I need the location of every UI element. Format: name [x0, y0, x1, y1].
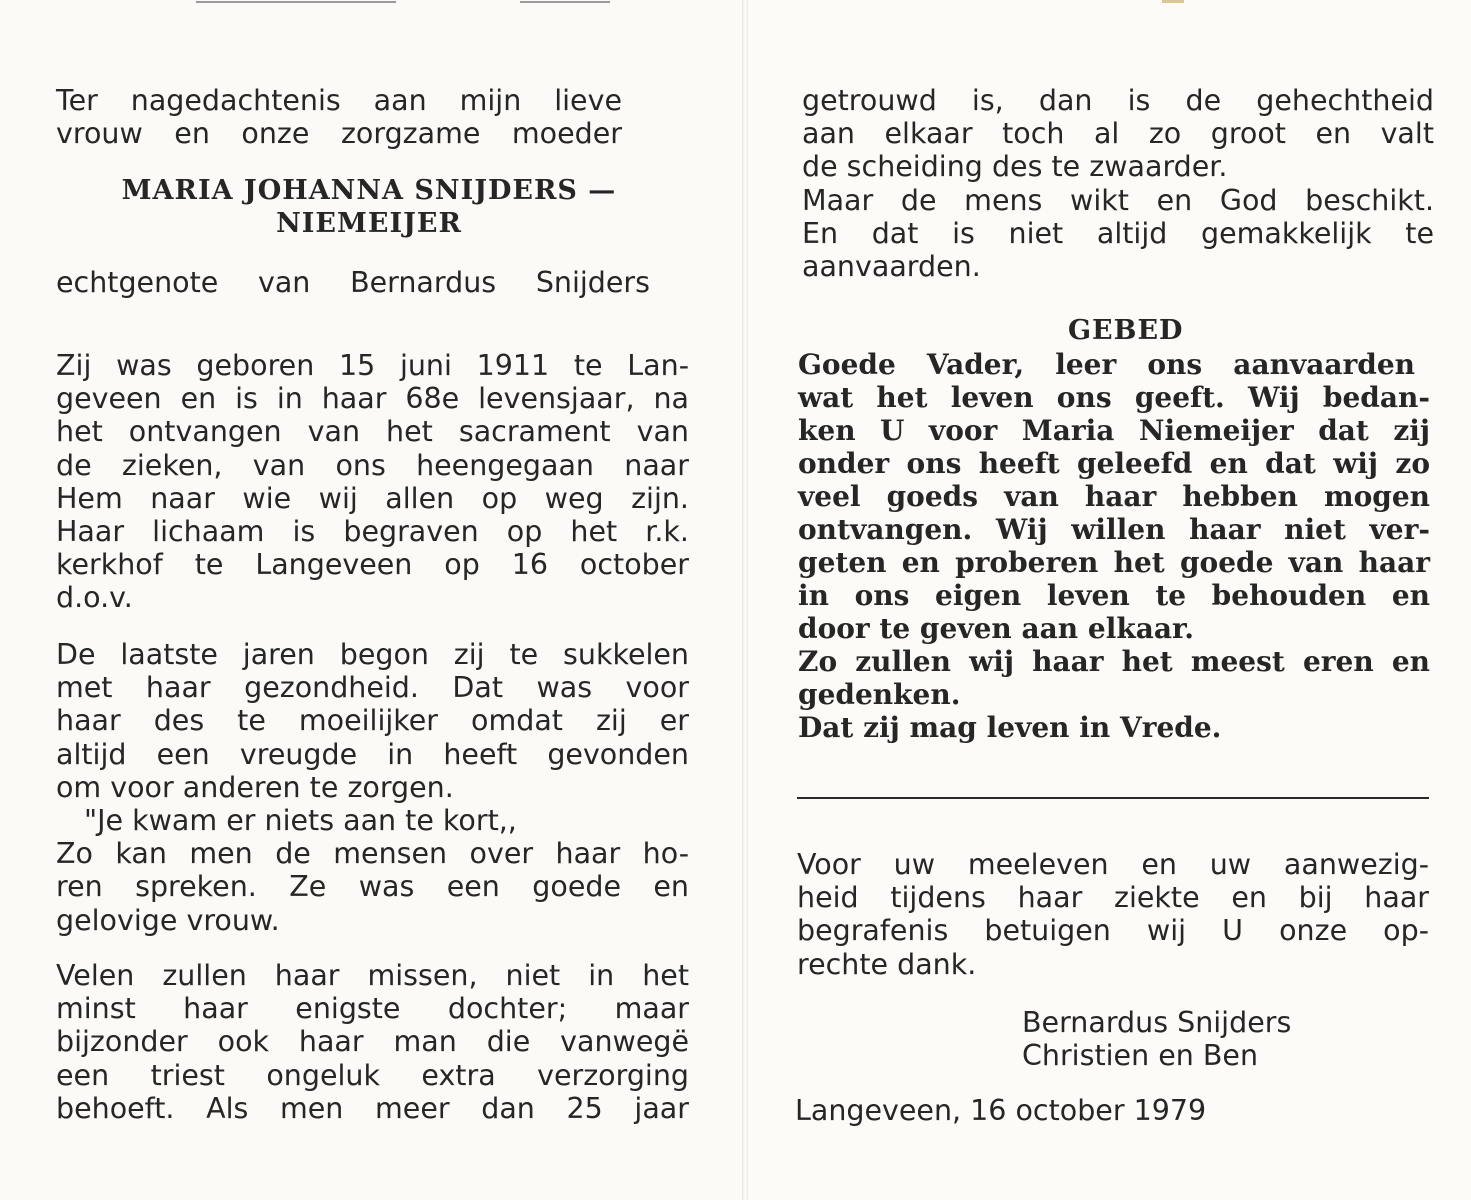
- text-line: haar des te moeilijker omdat zij er: [56, 704, 689, 738]
- prayer-line: in ons eigen leven te behouden en: [798, 579, 1430, 612]
- prayer-title-block: [1068, 314, 1208, 347]
- prayer-line: onder ons heeft geleefd en dat wij zo: [798, 447, 1430, 480]
- text-line: Maar de mens wikt en God beschikt.: [802, 183, 1434, 217]
- text-line: minst haar enigste dochter; maar: [56, 992, 689, 1026]
- place-date: Langeveen, 16 october 1979: [795, 1094, 1207, 1127]
- top-mark-right: [1162, 0, 1184, 3]
- text-line: Hem naar wie wij allen op weg zijn.: [56, 481, 689, 515]
- spouse-line: echtgenote van Bernardus Snijders: [56, 266, 650, 299]
- prayer: [798, 348, 1430, 744]
- prayer-title: GEBED: [1068, 315, 1184, 346]
- top-rule-left-b: [520, 1, 610, 3]
- left-paragraph-2: [56, 638, 689, 937]
- text-line: om voor anderen te zorgen.: [56, 770, 454, 804]
- text-line: Velen zullen haar missen, niet in het: [56, 959, 689, 992]
- text-line: kerkhof te Langeveen op 16 october: [56, 548, 689, 582]
- text-line: de scheiding des te zwaarder.: [802, 150, 1228, 184]
- quote-line: "Je kwam er niets aan te kort,,: [84, 804, 517, 838]
- text-line: bijzonder ook haar man die vanwegë: [56, 1025, 689, 1059]
- section-divider: [797, 797, 1429, 799]
- spouse-line-block: [56, 266, 650, 299]
- prayer-line: ken U voor Maria Niemeijer dat zij: [798, 414, 1430, 447]
- text-line: een triest ongeluk extra verzorging: [56, 1058, 689, 1092]
- text-line: het ontvangen van het sacrament van: [56, 415, 689, 449]
- deceased-name: [56, 174, 682, 240]
- text-line: altijd een vreugde in heeft gevonden: [56, 737, 689, 771]
- text-line: begrafenis betuigen wij U onze op-: [797, 914, 1429, 948]
- right-paragraph-1: [802, 84, 1434, 283]
- text-line: gelovige vrouw.: [56, 903, 280, 937]
- text-line: rechte dank.: [797, 947, 977, 981]
- text-line: d.o.v.: [56, 581, 133, 615]
- text-line: ren spreken. Ze was een goede en: [56, 870, 689, 904]
- prayer-line: Goede Vader, leer ons aanvaarden: [798, 348, 1415, 381]
- text-line: de zieken, van ons heengegaan naar: [56, 448, 689, 482]
- text-line: Zo kan men de mensen over haar ho-: [56, 837, 689, 871]
- left-paragraph-3: [56, 959, 689, 1125]
- text-line: aanvaarden.: [802, 250, 981, 284]
- signatory: Christien en Ben: [1022, 1039, 1259, 1072]
- prayer-line: wat het leven ons geeft. Wij bedan-: [798, 381, 1430, 414]
- text-line: Zij was geboren 15 juni 1911 te Lan-: [56, 349, 689, 382]
- prayer-line: Zo zullen wij haar het meest eren en: [798, 645, 1430, 678]
- intro-line: Ter nagedachtenis aan mijn lieve: [56, 84, 622, 117]
- name-line: MARIA JOHANNA SNIJDERS —: [121, 175, 617, 206]
- signatory: Bernardus Snijders: [1022, 1006, 1292, 1039]
- place-date-block: [795, 1094, 1206, 1127]
- intro-line: vrouw en onze zorgzame moeder: [56, 117, 622, 151]
- intro-block: [56, 84, 622, 150]
- prayer-line: ontvangen. Wij willen haar niet ver-: [798, 513, 1430, 546]
- top-rule-left-a: [196, 1, 396, 3]
- text-line: met haar gezondheid. Dat was voor: [56, 671, 689, 705]
- thanks-paragraph: [797, 848, 1429, 981]
- prayer-line: door te geven aan elkaar.: [798, 612, 1194, 645]
- text-line: Voor uw meeleven en uw aanwezig-: [797, 848, 1429, 881]
- text-line: heid tijdens haar ziekte en bij haar: [797, 881, 1429, 915]
- prayer-line: gedenken.: [798, 678, 961, 711]
- prayer-line: geten en proberen het goede van haar: [798, 546, 1430, 579]
- left-paragraph-1: [56, 349, 689, 615]
- text-line: En dat is niet altijd gemakkelijk te: [802, 216, 1434, 250]
- prayer-line: veel goeds van haar hebben mogen: [798, 480, 1430, 513]
- text-line: geveen en is in haar 68e levensjaar, na: [56, 382, 689, 416]
- prayer-line: Dat zij mag leven in Vrede.: [798, 711, 1222, 744]
- text-line: De laatste jaren begon zij te sukkelen: [56, 638, 689, 671]
- signatories: [1022, 1006, 1291, 1072]
- name-line: NIEMEIJER: [276, 208, 462, 239]
- text-line: behoeft. Als men meer dan 25 jaar: [56, 1091, 689, 1125]
- text-line: aan elkaar toch al zo groot en valt: [802, 117, 1434, 151]
- text-line: Haar lichaam is begraven op het r.k.: [56, 515, 689, 549]
- text-line: getrouwd is, dan is de gehechtheid: [802, 84, 1434, 117]
